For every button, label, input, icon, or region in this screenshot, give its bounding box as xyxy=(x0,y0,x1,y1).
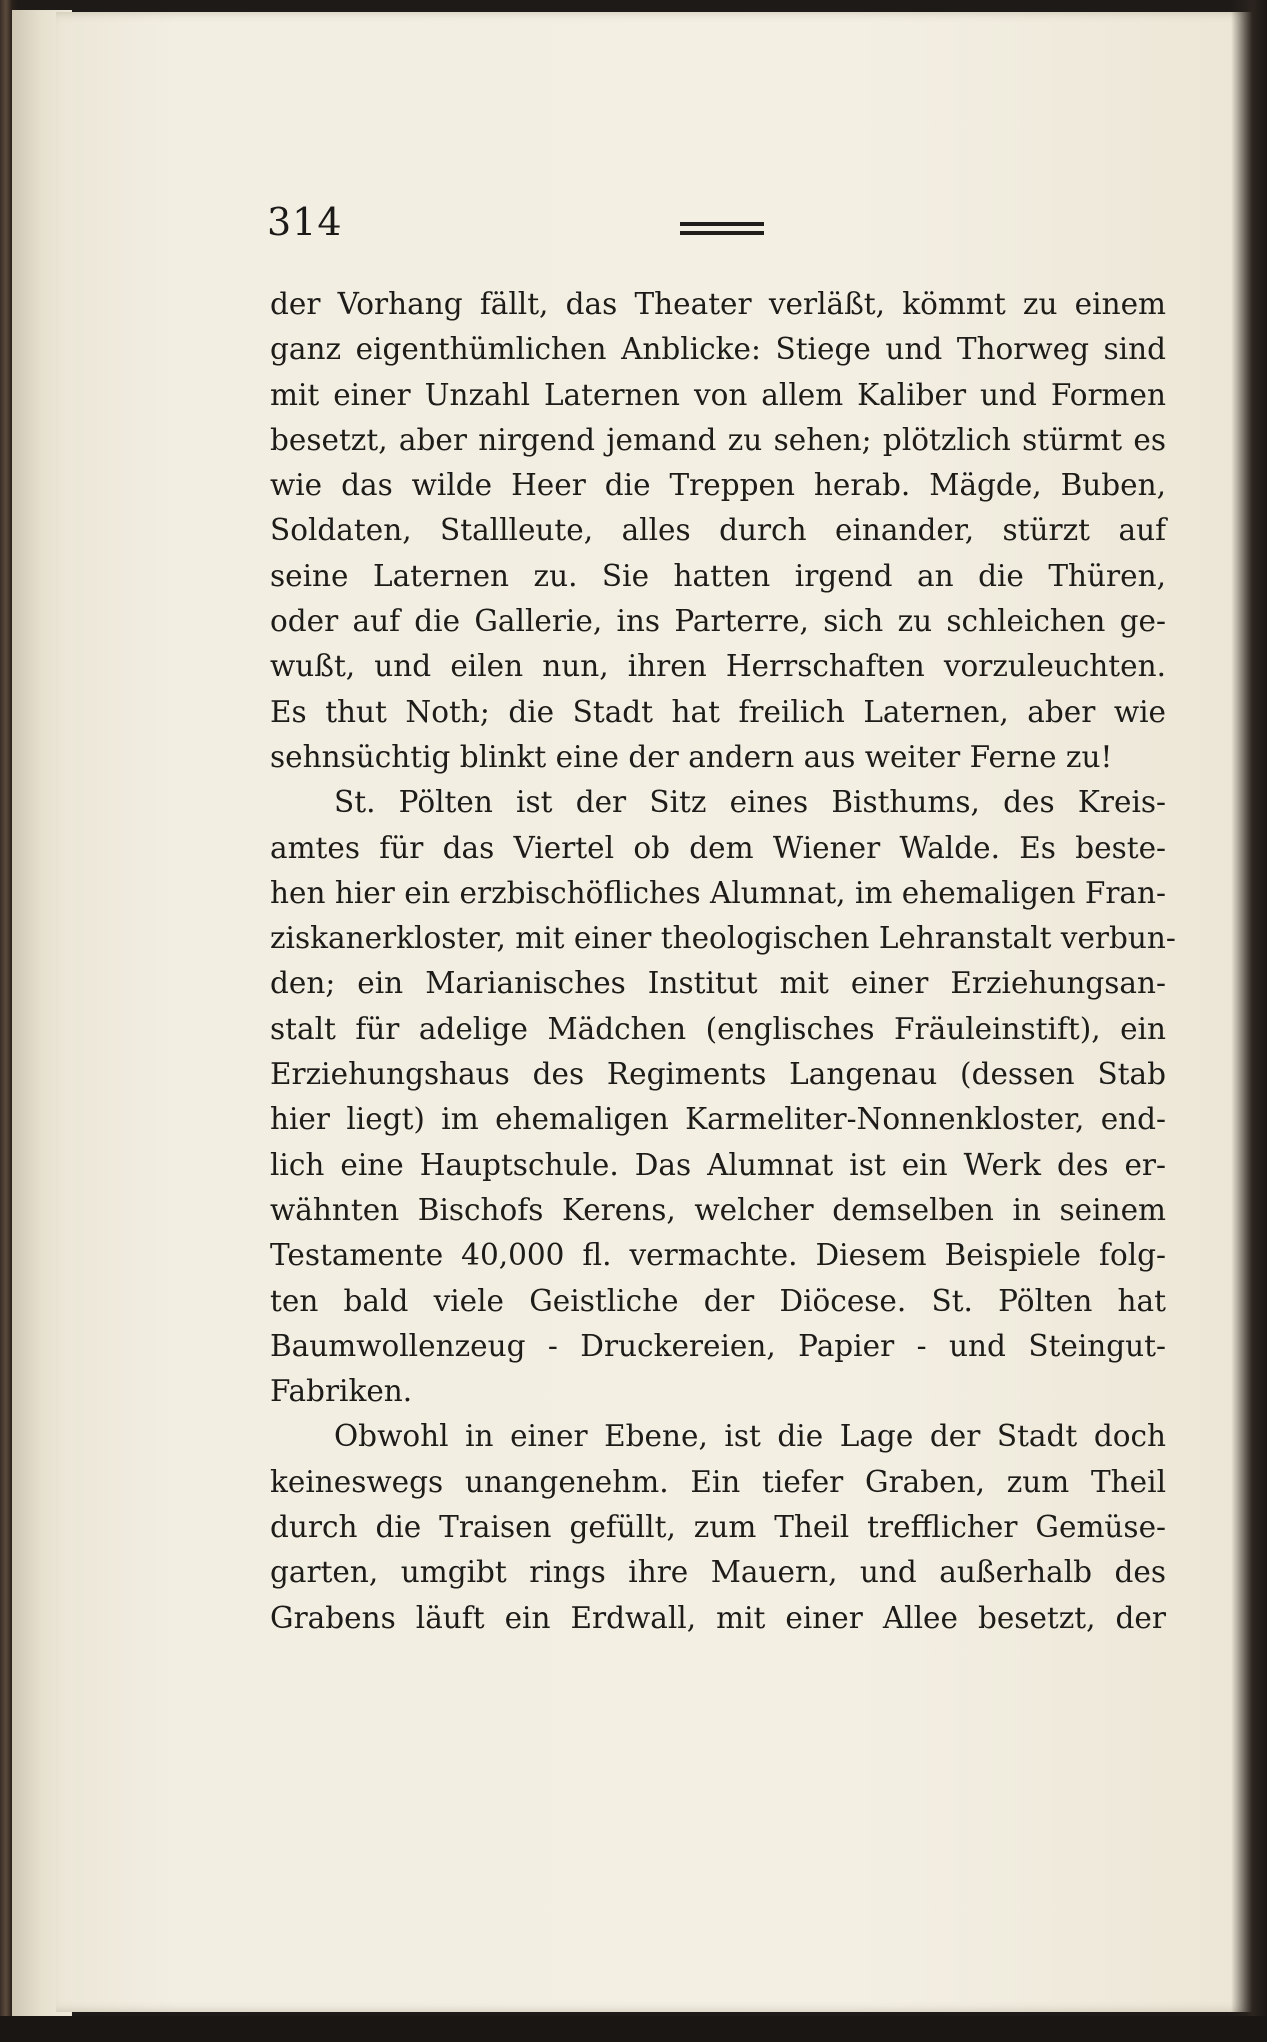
paragraph-2 xyxy=(270,780,1176,1414)
text-line: besetzt, aber nirgend jemand zu sehen; plötzlich stürmt es xyxy=(270,422,1166,457)
text-line: Soldaten, Stallleute, alles durch einander, stürzt auf xyxy=(270,513,1166,548)
body-text xyxy=(270,282,1176,1641)
text-line: keineswegs unangenehm. Ein tiefer Graben, zum Theil xyxy=(270,1464,1166,1499)
text-line: Erziehungshaus des Regiments Langenau (dessen Stab xyxy=(270,1057,1166,1092)
text-line: stalt für adelige Mädchen (englisches Fräuleinstift), ein xyxy=(270,1011,1166,1046)
text-line: Grabens läuft ein Erdwall, mit einer Allee besetzt, der xyxy=(270,1600,1166,1635)
page-number: 314 xyxy=(267,200,343,244)
text-line: Baumwollenzeug - Druckereien, Papier - und Steingut- xyxy=(270,1328,1166,1363)
scan-border xyxy=(0,2016,1267,2042)
text-line: St. Pölten ist der Sitz eines Bisthums, des Kreis- xyxy=(334,785,1166,820)
text-line: oder auf die Gallerie, ins Parterre, sich zu schleichen ge- xyxy=(270,604,1166,639)
text-line: Obwohl in einer Ebene, ist die Lage der Stadt doch xyxy=(334,1419,1166,1454)
text-line: lich eine Hauptschule. Das Alumnat ist ein Werk des er- xyxy=(270,1147,1166,1182)
text-line: wie das wilde Heer die Treppen herab. Mägde, Buben, xyxy=(270,468,1166,503)
text-line: ganz eigenthümlichen Anblicke: Stiege und Thorweg sind xyxy=(270,332,1166,367)
text-line: ten bald viele Geistliche der Diöcese. St. Pölten hat xyxy=(270,1283,1166,1318)
text-line: hen hier ein erzbischöfliches Alumnat, im ehemaligen Fran- xyxy=(270,875,1166,910)
paragraph-3 xyxy=(270,1414,1166,1640)
text-line: Fabriken. xyxy=(270,1374,413,1409)
text-line: Es thut Noth; die Stadt hat freilich Laternen, aber wie xyxy=(270,694,1166,729)
text-line: den; ein Marianisches Institut mit einer Erziehungsan- xyxy=(270,966,1166,1001)
text-line: sehnsüchtig blinkt eine der andern aus weiter Ferne zu! xyxy=(270,739,1113,774)
text-line: Testamente 40,000 fl. vermachte. Diesem Beispiele folg- xyxy=(270,1238,1166,1273)
text-line: garten, umgibt rings ihre Mauern, und außerhalb des xyxy=(270,1555,1166,1590)
text-line: wähnten Bischofs Kerens, welcher demselben in seinem xyxy=(270,1192,1166,1227)
paragraph-1 xyxy=(270,282,1166,780)
text-line: durch die Traisen gefüllt, zum Theil trefflicher Gemüse- xyxy=(270,1510,1166,1545)
text-line: mit einer Unzahl Laternen von allem Kaliber und Formen xyxy=(270,377,1166,412)
text-line: der Vorhang fällt, das Theater verläßt, kömmt zu einem xyxy=(270,287,1166,321)
binding-shadow xyxy=(1231,0,1267,2042)
text-line: seine Laternen zu. Sie hatten irgend an die Thüren, xyxy=(270,558,1166,593)
header-rule xyxy=(680,222,764,236)
text-line: hier liegt) im ehemaligen Karmeliter-Nonnenkloster, end- xyxy=(270,1102,1166,1137)
text-line: amtes für das Viertel ob dem Wiener Walde. Es beste- xyxy=(270,830,1166,865)
text-line: ziskanerkloster, mit einer theologischen Lehranstalt verbun- xyxy=(270,921,1176,956)
text-line: wußt, und eilen nun, ihren Herrschaften vorzuleuchten. xyxy=(270,649,1166,684)
